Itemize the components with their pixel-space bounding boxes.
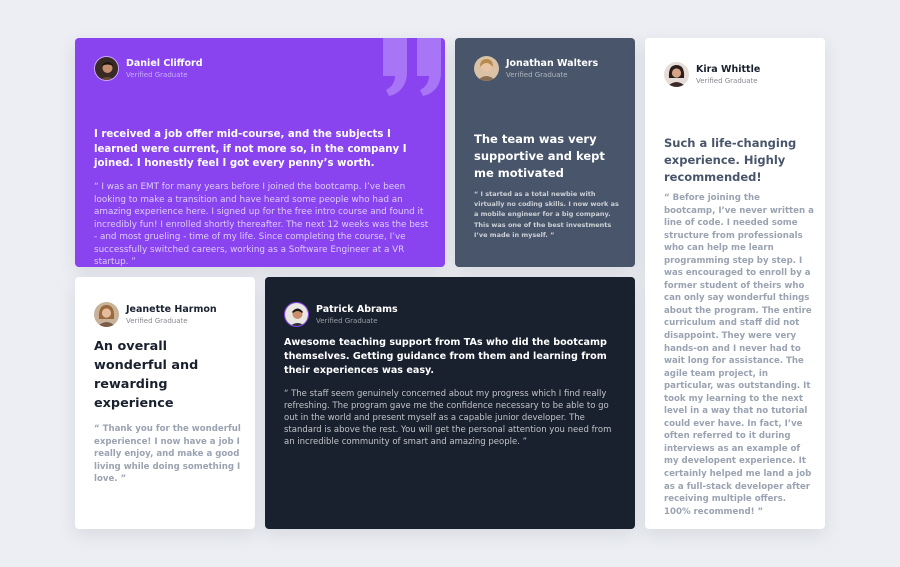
avatar — [94, 302, 119, 327]
testimonial-headline: An overall wonderful and rewarding experience — [94, 339, 199, 411]
avatar — [94, 56, 119, 81]
author-name: Kira Whittle — [696, 63, 761, 75]
author-status: Verified Graduate — [316, 316, 378, 325]
testimonial-body: “ Thank you for the wonderful experience! I now have a job I really enjoy, and make a good living while doing something I love. ” — [94, 424, 241, 485]
card-header — [474, 56, 598, 81]
testimonial-body: “ Before joining the bootcamp, I’ve never written a line of code. I needed some structure from professionals who can help me learn programming step by step. I was encouraged to enroll by a former student of theirs who can only say wonderful things about the program. The entire curriculum and staff did not disappoint. They were very hands-on and I never had to wait long for assistance. The agile team project, in particular, was outstanding. It took my learning to the next level in a way that no tutorial could ever have. In fact, I’ve often referred to it during interviews as an example of my developent experience. It certainly helped me land a job as a full-stack developer after receiving multiple offers. 100% recommend! ” — [664, 193, 814, 517]
card-header — [94, 56, 203, 81]
testimonial-headline: I received a job offer mid-course, and the subjects I learned were current, if not more so, in the company I joined. I honestly feel I got every penny’s worth. — [94, 129, 407, 169]
avatar — [284, 302, 309, 327]
author-name: Jeanette Harmon — [126, 303, 217, 315]
avatar — [474, 56, 499, 81]
testimonial-card-kira — [645, 38, 825, 529]
testimonial-headline: Awesome teaching support from TAs who did the bootcamp themselves. Getting guidance from them and learning from their experiences was easy. — [284, 337, 607, 377]
card-header — [664, 62, 760, 87]
quote-icon — [379, 38, 445, 102]
avatar — [664, 62, 689, 87]
testimonial-body: “ I was an EMT for many years before I joined the bootcamp. I’ve been looking to make a transition and have heard some people who had an amazing experience here. I signed up for the free intro course and found it incredibly fun! I enrolled shortly thereafter. The next 12 weeks was the best - and most grueling - time of my life. Since completing the course, I’ve successfully switched careers, working as a Software Engineer at a VR startup. ” — [94, 182, 429, 267]
testimonial-card-patrick — [265, 277, 635, 529]
testimonial-card-jeanette — [75, 277, 255, 529]
author-status: Verified Graduate — [126, 70, 188, 79]
author-status: Verified Graduate — [126, 316, 188, 325]
testimonial-body: “ I started as a total newbie with virtually no coding skills. I now work as a mobile engineer for a big company. This was one of the best investments I’ve made in myself. ” — [474, 190, 619, 239]
card-header — [94, 302, 217, 327]
author-name: Jonathan Walters — [506, 57, 599, 69]
card-header — [284, 302, 398, 327]
author-name: Patrick Abrams — [316, 303, 398, 315]
author-name: Daniel Clifford — [126, 57, 203, 69]
testimonial-card-jonathan — [455, 38, 635, 267]
testimonial-headline: Such a life-changing experience. Highly recommended! — [664, 136, 797, 184]
author-status: Verified Graduate — [506, 70, 568, 79]
author-status: Verified Graduate — [696, 76, 758, 85]
testimonial-body: “ The staff seem genuinely concerned about my progress which I find really refreshing. The program gave me the confidence necessary to be able to go out in the world and present myself as a capable junior developer. The standard is above the rest. You will get the personal attention you need from an incredible community of smart and amazing people. ” — [284, 389, 612, 448]
testimonial-card-daniel — [75, 38, 445, 267]
testimonial-headline: The team was very supportive and kept me motivated — [474, 132, 605, 180]
